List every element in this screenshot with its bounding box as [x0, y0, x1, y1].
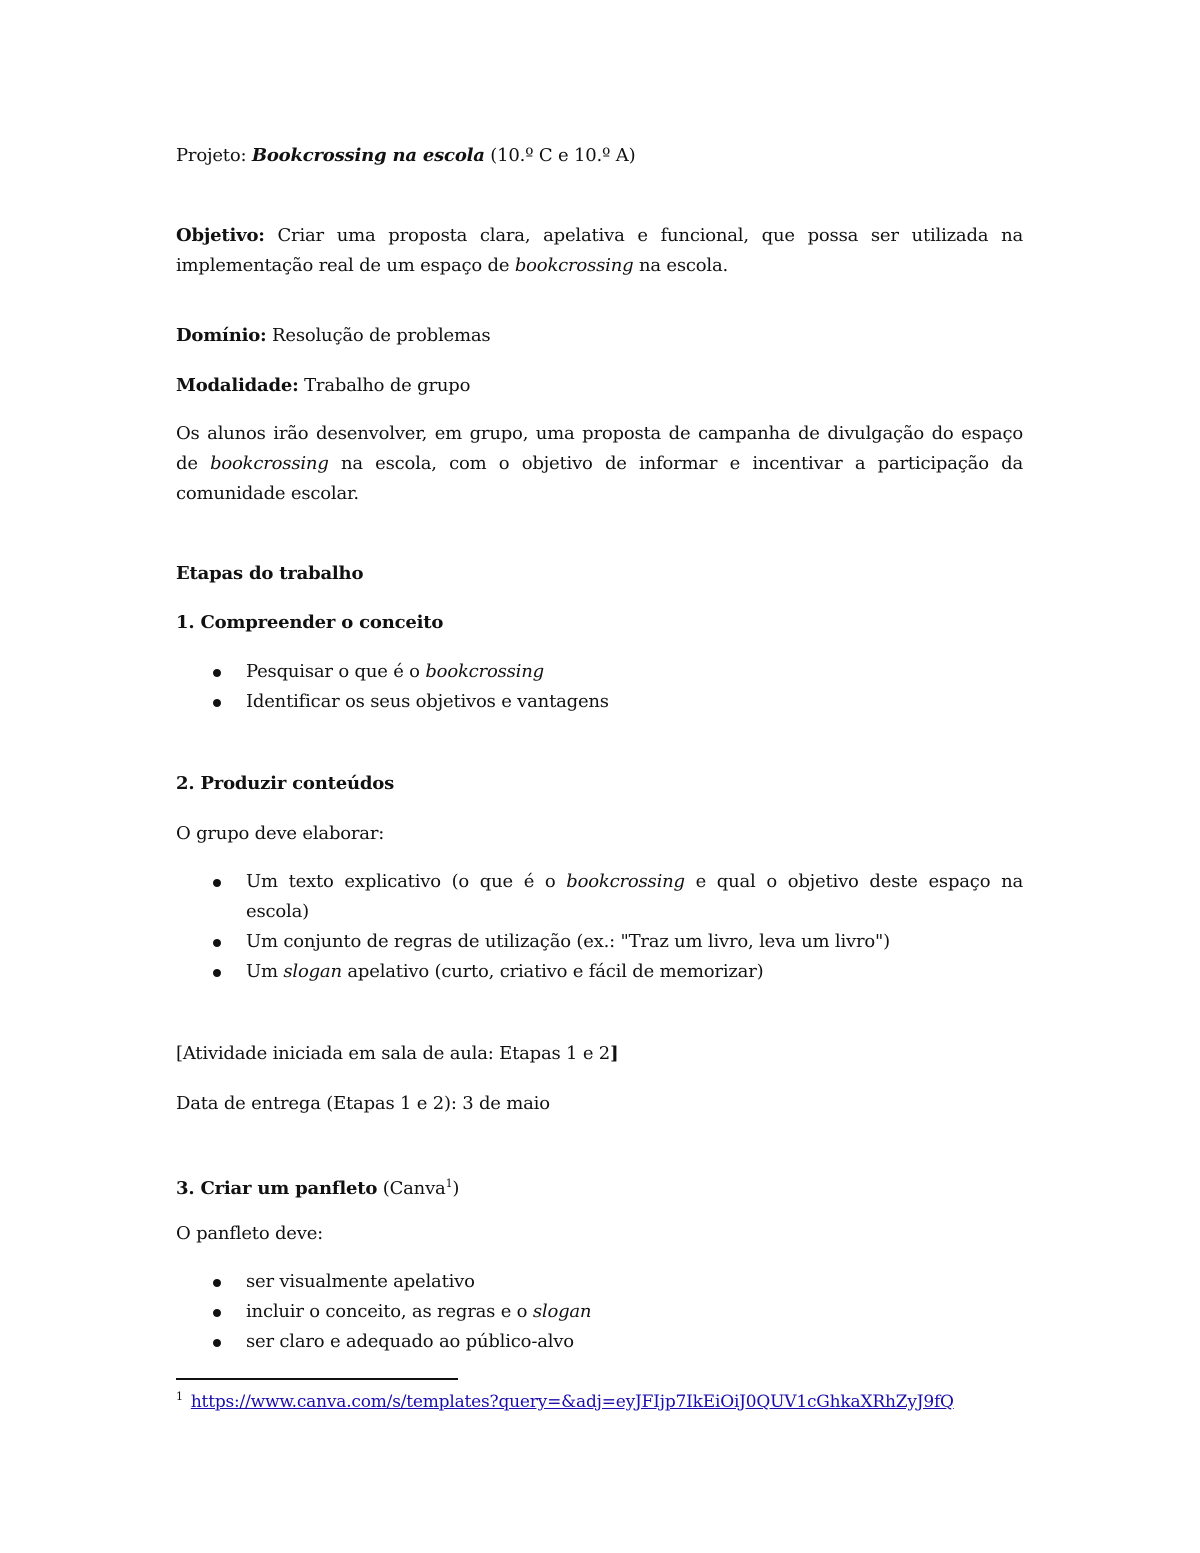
- list-item: Um texto explicativo (o que é o bookcrossing e qual o objetivo deste espaço na: [246, 871, 1023, 892]
- list-item: Pesquisar o que é o bookcrossing: [246, 661, 544, 682]
- bullet-icon: [213, 1309, 221, 1317]
- objective-line-2: implementação real de um espaço de bookcrossing na escola.: [176, 255, 729, 276]
- bullet-icon: [213, 879, 221, 887]
- activity-note: [Atividade iniciada em sala de aula: Etapas 1 e 2]: [176, 1043, 619, 1064]
- bullet-icon: [213, 969, 221, 977]
- project-title: Bookcrossing na escola: [251, 145, 485, 166]
- footnote-link[interactable]: https://www.canva.com/s/templates?query=&adj=eyJFIjp7IkEiOiJ0QUV1cGhkaXRhZyJ9fQ: [190, 1392, 954, 1412]
- bullet-icon: [213, 939, 221, 947]
- list-item: Um conjunto de regras de utilização (ex.: "Traz um livro, leva um livro"): [246, 931, 890, 952]
- list-item: Identificar os seus objetivos e vantagens: [246, 691, 609, 712]
- list-item: ser claro e adequado ao público-alvo: [246, 1331, 574, 1352]
- stage2-heading: 2. Produzir conteúdos: [176, 773, 394, 794]
- objective-line-1: Objetivo: Criar uma proposta clara, apelativa e funcional, que possa ser utilizada na: [176, 225, 1023, 246]
- stage1-heading: 1. Compreender o conceito: [176, 612, 444, 633]
- description-line-3: comunidade escolar.: [176, 483, 359, 504]
- stage3-heading: 3. Criar um panfleto (Canva$^1$): [176, 1177, 460, 1199]
- description-line-2: de bookcrossing na escola, com o objetivo de informar e incentivar a participação da: [176, 453, 1023, 474]
- list-item: Um slogan apelativo (curto, criativo e fácil de memorizar): [246, 961, 764, 982]
- footnote-mark: 1: [176, 1390, 183, 1403]
- list-item: incluir o conceito, as regras e o slogan: [246, 1301, 592, 1322]
- stage2-intro: O grupo deve elaborar:: [176, 823, 385, 844]
- domain-value: Resolução de problemas: [272, 325, 491, 346]
- stages-heading: Etapas do trabalho: [176, 563, 364, 584]
- footnote: [176, 1390, 954, 1414]
- description-line-1: Os alunos irão desenvolver, em grupo, uma proposta de campanha de divulgação do espaço: [176, 423, 1023, 444]
- delivery-date: Data de entrega (Etapas 1 e 2): 3 de maio: [176, 1093, 550, 1114]
- bullet-icon: [213, 699, 221, 707]
- modality-label: Modalidade:: [176, 375, 299, 396]
- bullet-icon: [213, 1339, 221, 1347]
- footnote-reference[interactable]: 1: [445, 1177, 453, 1190]
- bullet-icon: [213, 1279, 221, 1287]
- modality-line: [176, 374, 470, 398]
- domain-label: Domínio:: [176, 325, 267, 346]
- footnote-separator: [176, 1378, 458, 1380]
- bullet-icon: [213, 669, 221, 677]
- project-line: [176, 144, 635, 168]
- objective-label: Objetivo:: [176, 225, 265, 246]
- list-item-continuation: escola): [246, 901, 309, 922]
- list-item: ser visualmente apelativo: [246, 1271, 475, 1292]
- stage3-intro: O panfleto deve:: [176, 1223, 324, 1244]
- project-label: Projeto:: [176, 145, 247, 166]
- modality-value: Trabalho de grupo: [304, 375, 471, 396]
- domain-line: [176, 324, 490, 348]
- project-classes: (10.º C e 10.º A): [490, 145, 636, 166]
